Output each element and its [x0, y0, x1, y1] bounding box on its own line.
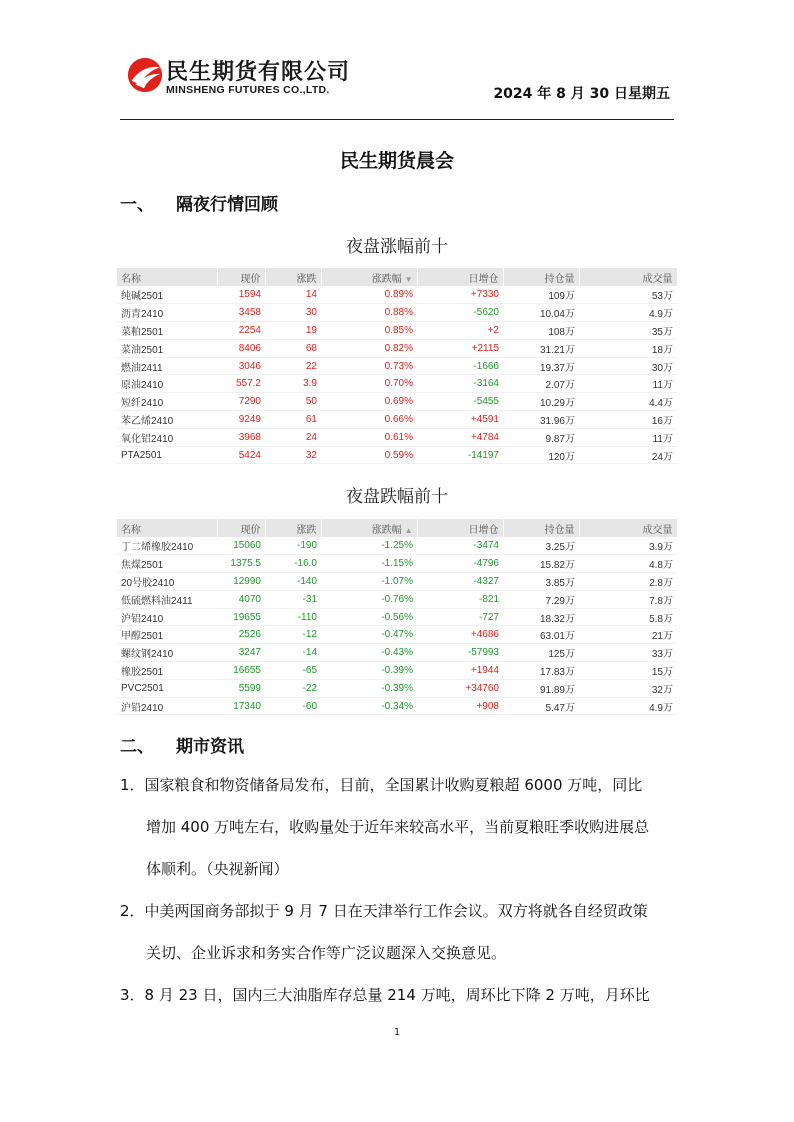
table-cell: 15060 — [217, 537, 265, 555]
table-cell: 18.32万 — [503, 608, 579, 626]
table-row[interactable] — [117, 428, 677, 446]
table-row[interactable] — [117, 446, 677, 464]
table-cell: -0.56% — [321, 608, 417, 626]
table-row[interactable] — [117, 339, 677, 357]
sort-indicator-icon: ▼ — [404, 274, 413, 284]
table-cell: -4327 — [417, 573, 503, 591]
table-cell: -727 — [417, 608, 503, 626]
table-cell: 2.07万 — [503, 375, 579, 393]
table-cell: 15万 — [579, 662, 677, 680]
table-cell: -0.39% — [321, 679, 417, 697]
news-line: 2．中美两国商务部拟于 9 月 7 日在天津举行工作会议。双方将就各自经贸政策 — [120, 902, 648, 920]
column-header[interactable]: 现价 — [217, 519, 265, 537]
table-cell: 0.73% — [321, 357, 417, 375]
table-cell: -12 — [265, 626, 321, 644]
table-cell: 109万 — [503, 286, 579, 304]
column-header[interactable]: 持仓量 — [503, 519, 579, 537]
table-cell: 53万 — [579, 286, 677, 304]
table-row[interactable] — [117, 357, 677, 375]
table-cell: 91.89万 — [503, 679, 579, 697]
table-cell: 31.21万 — [503, 339, 579, 357]
table-cell: 18万 — [579, 339, 677, 357]
table-cell: 557.2 — [217, 375, 265, 393]
gainers-table — [117, 268, 678, 464]
minsheng-logo-icon — [126, 56, 164, 94]
losers-table — [117, 519, 678, 715]
table-row[interactable] — [117, 555, 677, 573]
table-cell: 丁二烯橡胶2410 — [117, 537, 217, 555]
table-cell: 15.82万 — [503, 555, 579, 573]
table-cell: 原油2410 — [117, 375, 217, 393]
table-cell: 氧化铝2410 — [117, 428, 217, 446]
news-line: 增加 400 万吨左右，收购量处于近年来较高水平，当前夏粮旺季收购进展总 — [146, 818, 650, 836]
table-cell: 50 — [265, 393, 321, 411]
table-cell: 4070 — [217, 590, 265, 608]
section-number: 二、 — [120, 737, 154, 757]
table-row[interactable] — [117, 573, 677, 591]
table-cell: -821 — [417, 590, 503, 608]
table-cell: 菜油2501 — [117, 339, 217, 357]
table-cell: +4591 — [417, 411, 503, 429]
table-cell: 低硫燃料油2411 — [117, 590, 217, 608]
section-heading-1 — [120, 190, 278, 215]
table-cell: 3458 — [217, 304, 265, 322]
news-item-1 — [120, 764, 676, 890]
table-cell: +1944 — [417, 662, 503, 680]
table-cell: 61 — [265, 411, 321, 429]
table-cell: 120万 — [503, 446, 579, 464]
table-row[interactable] — [117, 697, 677, 715]
news-line: 体顺利。（央视新闻） — [146, 860, 289, 878]
table-cell: 菜粕2501 — [117, 322, 217, 340]
report-date: 2024 年 8 月 30 日星期五 — [493, 86, 670, 102]
table-cell: +2115 — [417, 339, 503, 357]
table-cell: 1594 — [217, 286, 265, 304]
table-cell: 9.87万 — [503, 428, 579, 446]
column-header[interactable]: 名称 — [117, 268, 217, 286]
column-header[interactable]: 现价 — [217, 268, 265, 286]
table-cell: 0.70% — [321, 375, 417, 393]
table-row[interactable] — [117, 644, 677, 662]
table-cell: 9249 — [217, 411, 265, 429]
column-header[interactable]: 成交量 — [579, 519, 677, 537]
table-cell: -140 — [265, 573, 321, 591]
table-row[interactable] — [117, 286, 677, 304]
table-cell: -110 — [265, 608, 321, 626]
table-row[interactable] — [117, 626, 677, 644]
table-cell: -4796 — [417, 555, 503, 573]
table-cell: 17.83万 — [503, 662, 579, 680]
table-cell: -1.25% — [321, 537, 417, 555]
table-cell: 8406 — [217, 339, 265, 357]
table-cell: -57993 — [417, 644, 503, 662]
table-row[interactable] — [117, 662, 677, 680]
table-cell: 5.47万 — [503, 697, 579, 715]
news-item-2 — [120, 890, 676, 974]
table-row[interactable] — [117, 393, 677, 411]
table-cell: 沥青2410 — [117, 304, 217, 322]
table-cell: 22 — [265, 357, 321, 375]
table-row[interactable] — [117, 590, 677, 608]
table-cell: +4784 — [417, 428, 503, 446]
table-row[interactable] — [117, 411, 677, 429]
table-cell: 30 — [265, 304, 321, 322]
table-cell: 短纤2410 — [117, 393, 217, 411]
table-cell: 4.9万 — [579, 697, 677, 715]
company-name-cn: 民生期货有限公司 — [166, 60, 351, 85]
table-row[interactable] — [117, 304, 677, 322]
column-header[interactable]: 成交量 — [579, 268, 677, 286]
table-cell: 16655 — [217, 662, 265, 680]
table-cell: 0.85% — [321, 322, 417, 340]
table-cell: 35万 — [579, 322, 677, 340]
table-cell: 19655 — [217, 608, 265, 626]
table-cell: 燃油2411 — [117, 357, 217, 375]
news-line: 1．国家粮食和物资储备局发布，目前，全国累计收购夏粮超 6000 万吨，同比 — [120, 776, 643, 794]
table-cell: 3247 — [217, 644, 265, 662]
section-title: 隔夜行情回顾 — [176, 195, 278, 215]
table-cell: 5.8万 — [579, 608, 677, 626]
column-header-label: 涨跌幅 — [371, 524, 402, 536]
table-cell: 0.69% — [321, 393, 417, 411]
table-cell: 19.37万 — [503, 357, 579, 375]
table-cell: 0.88% — [321, 304, 417, 322]
table-cell: 螺纹钢2410 — [117, 644, 217, 662]
column-header[interactable] — [321, 268, 417, 286]
table-cell: 3968 — [217, 428, 265, 446]
table-cell: 3.25万 — [503, 537, 579, 555]
table-cell: 苯乙烯2410 — [117, 411, 217, 429]
table-cell: 3.9 — [265, 375, 321, 393]
news-line: 关切、企业诉求和务实合作等广泛议题深入交换意见。 — [146, 944, 507, 962]
document-title: 民生期货晨会 — [339, 150, 454, 172]
table-cell: 125万 — [503, 644, 579, 662]
column-header[interactable]: 涨跌 — [265, 519, 321, 537]
table-cell: -0.76% — [321, 590, 417, 608]
table-cell: +4686 — [417, 626, 503, 644]
table-row[interactable] — [117, 608, 677, 626]
column-header[interactable]: 日增仓 — [417, 519, 503, 537]
table-cell: 24万 — [579, 446, 677, 464]
table-cell: 0.59% — [321, 446, 417, 464]
table-cell: -1.15% — [321, 555, 417, 573]
table-cell: -0.47% — [321, 626, 417, 644]
column-header[interactable]: 名称 — [117, 519, 217, 537]
table-cell: -0.34% — [321, 697, 417, 715]
table-cell: 7.29万 — [503, 590, 579, 608]
table-cell: -14197 — [417, 446, 503, 464]
table-cell: 甲醇2501 — [117, 626, 217, 644]
table-row[interactable] — [117, 375, 677, 393]
table-cell: -3164 — [417, 375, 503, 393]
table-cell: 纯碱2501 — [117, 286, 217, 304]
table-cell: 16万 — [579, 411, 677, 429]
table-cell: -5455 — [417, 393, 503, 411]
section-heading-2 — [120, 732, 244, 757]
table-cell: 31.96万 — [503, 411, 579, 429]
table-cell: 24 — [265, 428, 321, 446]
column-header[interactable]: 日增仓 — [417, 268, 503, 286]
table-cell: -16.0 — [265, 555, 321, 573]
table-cell: +2 — [417, 322, 503, 340]
table-cell: -1.07% — [321, 573, 417, 591]
table-cell: PTA2501 — [117, 446, 217, 464]
table-cell: 30万 — [579, 357, 677, 375]
column-header[interactable]: 持仓量 — [503, 268, 579, 286]
page-number: 1 — [393, 1027, 401, 1038]
column-header[interactable]: 涨跌 — [265, 268, 321, 286]
table-cell: 32万 — [579, 679, 677, 697]
table-row[interactable] — [117, 679, 677, 697]
table-cell: 108万 — [503, 322, 579, 340]
table-cell: 4.8万 — [579, 555, 677, 573]
sort-indicator-icon: ▲ — [404, 525, 413, 535]
table-cell: -14 — [265, 644, 321, 662]
table-cell: 2.8万 — [579, 573, 677, 591]
table-cell: 5599 — [217, 679, 265, 697]
table-cell: 3046 — [217, 357, 265, 375]
table-cell: 12990 — [217, 573, 265, 591]
table-cell: PVC2501 — [117, 679, 217, 697]
table-cell: 3.85万 — [503, 573, 579, 591]
table-cell: 20号胶2410 — [117, 573, 217, 591]
table-cell: +908 — [417, 697, 503, 715]
table-row[interactable] — [117, 322, 677, 340]
table-cell: 沪铅2410 — [117, 697, 217, 715]
table-cell: -31 — [265, 590, 321, 608]
table-cell: 17340 — [217, 697, 265, 715]
table-cell: +34760 — [417, 679, 503, 697]
company-logo — [126, 55, 366, 101]
table-row[interactable] — [117, 537, 677, 555]
table-cell: -190 — [265, 537, 321, 555]
table-cell: 7.8万 — [579, 590, 677, 608]
table-cell: -3474 — [417, 537, 503, 555]
table-cell: -0.39% — [321, 662, 417, 680]
table-cell: 32 — [265, 446, 321, 464]
table-cell: 5424 — [217, 446, 265, 464]
table-cell: 19 — [265, 322, 321, 340]
section-title: 期市资讯 — [176, 737, 244, 757]
table-cell: 1375.5 — [217, 555, 265, 573]
table-cell: 0.61% — [321, 428, 417, 446]
table-cell: +7330 — [417, 286, 503, 304]
table-cell: 63.01万 — [503, 626, 579, 644]
table-cell: 2254 — [217, 322, 265, 340]
table-cell: 沪铝2410 — [117, 608, 217, 626]
table-cell: -5620 — [417, 304, 503, 322]
table-cell: 0.66% — [321, 411, 417, 429]
table-title-gainers: 夜盘涨幅前十 — [346, 237, 448, 257]
table-cell: 3.9万 — [579, 537, 677, 555]
table-cell: 14 — [265, 286, 321, 304]
table-cell: 10.29万 — [503, 393, 579, 411]
table-title-losers: 夜盘跌幅前十 — [346, 487, 448, 507]
table-cell: 橡胶2501 — [117, 662, 217, 680]
table-cell: -65 — [265, 662, 321, 680]
table-cell: 2526 — [217, 626, 265, 644]
table-cell: -22 — [265, 679, 321, 697]
section-number: 一、 — [120, 195, 154, 215]
table-cell: 11万 — [579, 375, 677, 393]
table-cell: -60 — [265, 697, 321, 715]
table-header-row — [117, 268, 677, 286]
table-cell: 68 — [265, 339, 321, 357]
table-cell: 33万 — [579, 644, 677, 662]
table-cell: -0.43% — [321, 644, 417, 662]
table-cell: 4.4万 — [579, 393, 677, 411]
news-line: 3．8 月 23 日，国内三大油脂库存总量 214 万吨，周环比下降 2 万吨，月环比 — [120, 986, 650, 1004]
table-cell: 4.9万 — [579, 304, 677, 322]
table-cell: -1666 — [417, 357, 503, 375]
table-cell: 0.89% — [321, 286, 417, 304]
table-header-row — [117, 519, 677, 537]
table-cell: 10.04万 — [503, 304, 579, 322]
header-divider — [120, 119, 674, 120]
table-cell: 0.82% — [321, 339, 417, 357]
news-item-3 — [120, 974, 676, 1016]
table-cell: 7290 — [217, 393, 265, 411]
column-header[interactable] — [321, 519, 417, 537]
column-header-label: 涨跌幅 — [371, 273, 402, 285]
table-cell: 11万 — [579, 428, 677, 446]
table-cell: 焦煤2501 — [117, 555, 217, 573]
company-name-en: MINSHENG FUTURES CO.,LTD. — [166, 84, 330, 96]
table-cell: 21万 — [579, 626, 677, 644]
